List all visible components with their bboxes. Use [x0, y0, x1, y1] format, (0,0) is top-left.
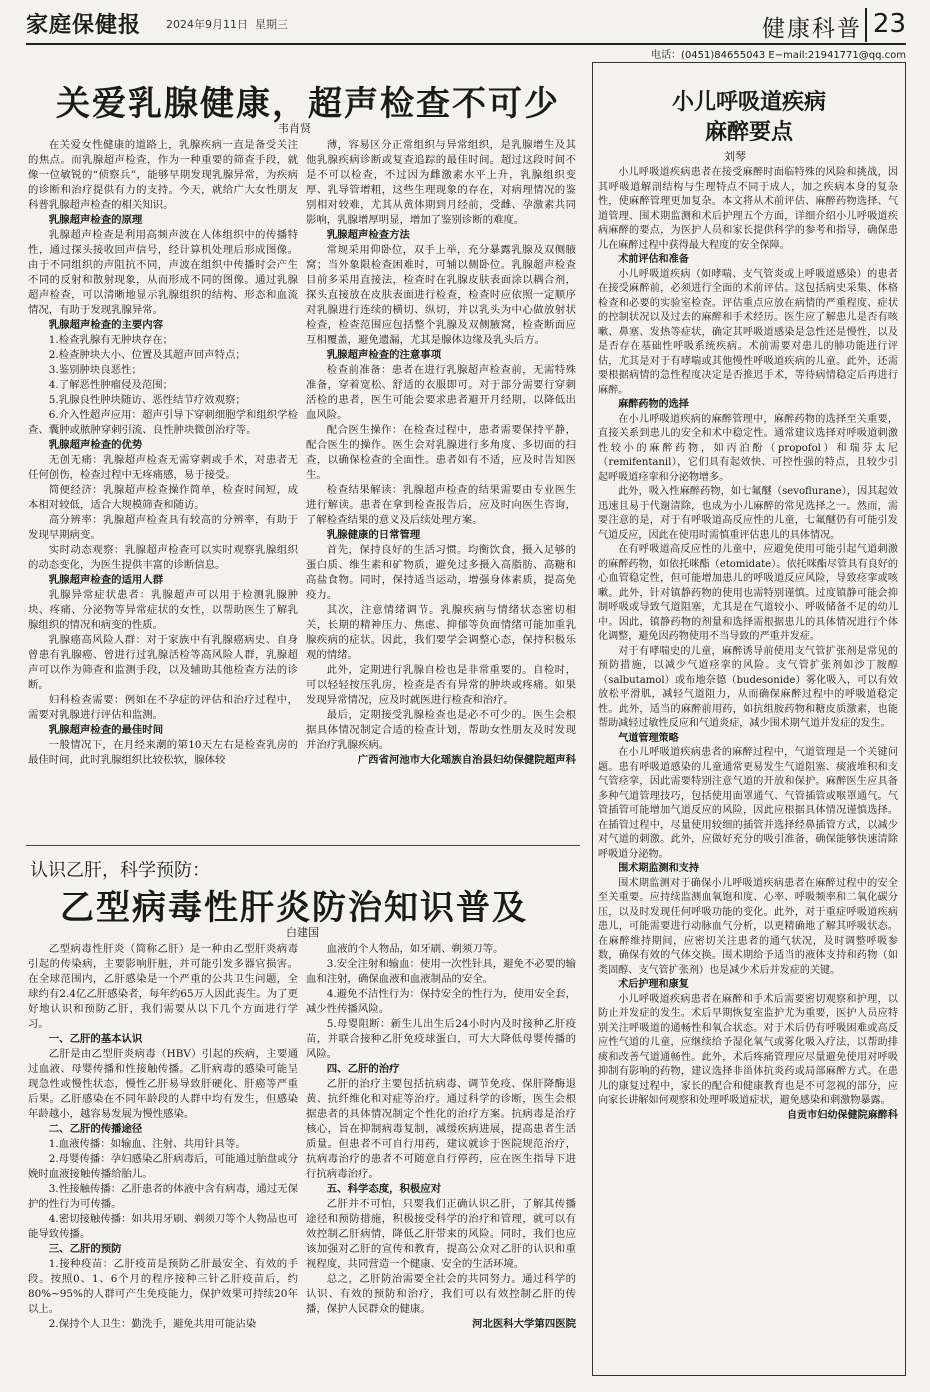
paragraph: 4.了解恶性肿瘤侵及范围；	[48, 379, 174, 391]
paragraph: 在小儿呼吸道疾病患者的麻醉过程中，气道管理是一个关键问题。患有呼吸道感染的儿童通常更易发生气道阻塞、痰液堆积和支气管痉挛，因此需要特别注意气道的开放和保护。麻醉医生应具备多种气道管理技巧，包括使用面罩通气、气管插管或喉罩通气。气管插管可能增加气道反应的风险，因此应根据具体情况谨慎选择。在插管过程中，尽量使用较细的插管并选择经鼻插管方式，以减少对气道的刺激。此外，应做好充分的吸引准备，确保能够快速清除呼吸道分泌物。	[598, 747, 898, 860]
paragraph: 3.安全注射和输血：使用一次性针具，避免不必要的输血和注射，确保血液和血液制品的安全。	[306, 958, 576, 985]
paragraph: 最后，定期接受乳腺检查也是必不可少的。医生会根据具体情况制定合适的检查计划，帮助女性朋友及时发现并治疗乳腺疾病。	[306, 709, 576, 751]
subheading: 乳腺超声检查的原理	[48, 214, 143, 226]
paragraph: 乙型病毒性肝炎（简称乙肝）是一种由乙型肝炎病毒引起的传染病，主要影响肝脏，并可能引发多器官损害。在全球范围内，乙肝感染是一个严重的公共卫生问题，全球约有2.4亿乙肝感染者，每年约65万人因此丧生。为了更好地认识和预防乙肝，我们需要从以下几个方面进行学习。	[28, 943, 298, 1030]
paragraph: 在有呼吸道高反应性的儿童中，应避免使用可能引起气道刺激的麻醉药物，如依托咪酯（etomidate）。依托咪酯尽管具有良好的心血管稳定性，但可能增加患儿的呼吸道反应风险，导致痉挛或咳嗽。此外，针对镇静药物的使用也需特别谨慎。过度镇静可能会抑制呼吸或导致气道阻塞，尤其是在气道较小、呼吸储备不足的幼儿中。因此，镇静药物的剂量和选择需根据患儿的具体情况进行个体化调整，避免因药物使用不当导致的严重并发症。	[598, 544, 898, 642]
subheading: 麻醉药物的选择	[618, 399, 689, 410]
article2-title: 乙型病毒性肝炎防治知识普及	[60, 888, 528, 928]
paragraph: 薄，容易区分正常组织与异常组织，是乳腺增生及其他乳腺疾病诊断或复查追踪的最佳时间。超过这段时间不是不可以检查，不过因为雌激素水平上升，乳腺组织变厚、乳导管增粗，这些生理现象的存在，对病理情况的鉴别相对较难，尤其从黄体期到月经前，受雌、孕激素共同影响，乳腺增厚明显，增加了鉴别诊断的难度。	[306, 139, 576, 226]
paragraph: 乙肝并不可怕，只要我们正确认识乙肝，了解其传播途径和预防措施，积极接受科学的治疗和管理，就可以有效控制乙肝病情，降低乙肝带来的风险。同时，我们也应该加强对乙肝的宣传和教育，提高公众对乙肝的认识和重视程度，共同营造一个健康、安全的生活环境。	[306, 1198, 576, 1270]
paragraph: 1.血液传播：如输血、注射、共用针具等。	[48, 1138, 246, 1150]
masthead	[26, 8, 906, 42]
section-name: 健康科普	[762, 16, 862, 42]
paragraph: 血液的个人物品，如牙刷、剃须刀等。	[326, 943, 504, 955]
author-affiliation: 河北医科大学第四医院	[472, 1318, 576, 1330]
paragraph: 6.介入性超声应用：超声引导下穿刺细胞学和组织学检查、囊肿或脓肿穿刺引流、良性肿块微创治疗等。	[28, 409, 298, 436]
subheading: 四、乙肝的治疗	[326, 1063, 400, 1075]
subheading: 乳腺超声检查的优势	[48, 439, 143, 451]
subheading: 乳腺健康的日常管理	[326, 529, 421, 541]
paragraph: 乳腺超声检查是利用高频声波在人体组织中的传播特性，通过探头接收回声信号，经计算机处理后形成图像。由于不同组织的声阻抗不同，声波在组织中传播时会产生不同的反射和散射现象，从而形成不同的图像。通过乳腺超声检查，可以清晰地显示乳腺组织的结构、形态和血流情况，有助于发现乳腺异常。	[28, 229, 298, 316]
masthead-rule	[26, 43, 906, 45]
paragraph: 此外，定期进行乳腺自检也是非常重要的。自检时，可以轻轻按压乳房，检查是否有异常的肿块或疼痛。如果发现异常情况，应及时就医进行检查和治疗。	[306, 664, 576, 706]
paragraph: 乳腺癌高风险人群：对于家族中有乳腺癌病史、自身曾患有乳腺癌、曾进行过乳腺活检等高风险人群，乳腺超声可以作为筛查和监测手段，以及辅助其他检查方法的诊断。	[28, 634, 298, 691]
paragraph: 5.乳腺良性肿块随访、恶性结节疗效观察；	[48, 394, 246, 406]
subheading: 乳腺超声检查的注意事项	[326, 349, 442, 361]
paragraph: 无创无痛：乳腺超声检查无需穿刺或手术，对患者无任何创伤，检查过程中无疼痛感，易于接受。	[28, 454, 298, 481]
article2-column-1	[28, 942, 298, 1382]
page-number: 23	[865, 8, 906, 42]
paragraph: 简便经济：乳腺超声检查操作简单，检查时间短，成本相对较低，适合大规模筛查和随访。	[28, 484, 298, 511]
paragraph: 妇科检查需要：例如在不孕症的评估和治疗过程中，需要对乳腺进行评估和监测。	[28, 694, 298, 721]
weekday: 星期三	[255, 18, 288, 31]
paragraph: 2.保持个人卫生：勤洗手，避免共用可能沾染	[48, 1318, 257, 1330]
article3-title: 小儿呼吸道疾病 麻醉要点	[671, 90, 826, 145]
paragraph: 4.密切接触传播：如共用牙刷、剃须刀等个人物品也可能导致传播。	[28, 1213, 298, 1240]
paragraph: 围术期监测对于确保小儿呼吸道疾病患者在麻醉过程中的安全至关重要。应持续监测血氧饱和度、心率、呼吸频率和二氧化碳分压，以及时发现任何呼吸功能的变化。此外，对于重症呼吸道疾病患儿，可能需要进行动脉血气分析，以更精确地了解其呼吸状态。在麻醉维持期间，应密切关注患者的通气状况，及时调整呼吸参数，确保有效的气体交换。围术期给予适当的液体支持和药物（如类固醇、支气管扩张剂）也是减少术后并发症的关键。	[598, 877, 898, 976]
paragraph: 3.鉴别肿块良恶性；	[48, 364, 142, 376]
paragraph: 乳腺异常症状患者：乳腺超声可以用于检测乳腺肿块、疼痛、分泌物等异常症状的女性，以帮助医生了解乳腺组织的情况和病变的性质。	[28, 589, 298, 631]
subheading: 五、科学态度，积极应对	[326, 1183, 442, 1195]
subheading: 乳腺超声检查的最佳时间	[48, 724, 164, 736]
paragraph: 在小儿呼吸道疾病的麻醉管理中，麻醉药物的选择至关重要，直接关系到患儿的安全和术中稳定性。通常建议选择对呼吸道刺激性较小的麻醉药物，如丙泊酚（propofol）和瑞芬太尼（remifentanil），它们具有起效快、可控性强的特点，且较少引起呼吸道痉挛和分泌物增多。	[598, 413, 898, 483]
paragraph: 5.母婴阻断：新生儿出生后24小时内及时接种乙肝疫苗，并联合接种乙肝免疫球蛋白，可大大降低母婴传播的风险。	[306, 1018, 576, 1060]
paragraph: 小儿呼吸道疾病（如哮喘、支气管炎或上呼吸道感染）的患者在接受麻醉前，必须进行全面的术前评估。这包括病史采集、体格检查和必要的实验室检查。评估重点应放在病情的严重程度、症状的控制状况以及过去的麻醉和手术经历。医生应了解患儿是否有咳嗽、鼻塞、发热等症状，确定其呼吸道感染是急性还是慢性，以及是否存在基础性呼吸系统疾病。术前需要对患儿的肺功能进行评估，尤其是对于有哮喘或其他慢性呼吸道疾病的儿童。此外，还需要根据病情的急性程度决定是否推迟手术，等待病情稳定后再进行麻醉。	[598, 268, 898, 396]
subheading: 围术期监测和支持	[618, 863, 699, 874]
paragraph: 高分辨率：乳腺超声检查具有较高的分辨率，有助于发现早期病变。	[28, 514, 298, 541]
paragraph: 实时动态观察：乳腺超声检查可以实时观察乳腺组织的动态变化，为医生提供丰富的诊断信息。	[28, 544, 298, 571]
article1-author: 韦肖贤	[278, 122, 311, 135]
paper-name: 家庭保健报	[26, 13, 142, 38]
subheading: 乳腺超声检查方法	[326, 229, 410, 241]
paragraph: 小儿呼吸道疾病患者在麻醉和手术后需要密切观察和护理，以防止并发症的发生。术后早期恢复室监护尤为重要，医护人员应特别关注呼吸道的通畅性和氧合状态。对于术后仍有呼吸困难或高反应性气道的儿童，应继续给予湿化氧气或雾化吸入疗法，以帮助排痰和改善气道通畅性。此外，术后疼痛管理应尽量避免使用对呼吸抑制有影响的药物，建议选择非甾体抗炎药或局部麻醉方式。在患儿的康复过程中，家长的配合和健康教育也是不可忽视的部分，应向家长讲解如何观察和处理呼吸道症状，避免感染和刺激物暴露。	[598, 993, 898, 1106]
article2-column-2	[306, 942, 576, 1382]
subheading: 一、乙肝的基本认识	[48, 1033, 143, 1045]
contact-line: 电话：(0451)84655043 E−mail:21941771@qq.com	[651, 50, 906, 61]
paragraph: 在关爱女性健康的道路上，乳腺疾病一直是备受关注的焦点。而乳腺超声检查，作为一种重要的筛查手段，就像一位敏锐的“侦察兵”，能够早期发现乳腺异常，为疾病的诊断和治疗提供有力的支持。今天，就给广大女性朋友科普乳腺超声检查的相关知识。	[28, 139, 298, 211]
paragraph: 配合医生操作：在检查过程中，患者需要保持平静，配合医生的操作。医生会对乳腺进行多角度、多切面的扫查，以确保检查的全面性。患者如有不适，应及时告知医生。	[306, 424, 576, 481]
section-divider	[26, 845, 580, 846]
subheading: 术前评估和准备	[618, 254, 689, 265]
paragraph: 常规采用仰卧位，双手上举，充分暴露乳腺及双侧腋窝；当外象限检查困难时，可辅以侧卧位。乳腺超声检查目前多采用直接法，检查时在乳腺皮肤表面涂以耦合剂，探头直接放在皮肤表面进行检查，检查时应依照一定顺序对乳腺进行连续的横切、纵切，并以乳头为中心做放射状检查，检查范围应包括整个乳腺及双侧腋窝，检查断面应互相覆盖，避免遗漏，尤其是腺体边缘及乳头后方。	[306, 244, 576, 346]
issue-date: 2024年9月11日 星期三	[166, 18, 288, 31]
paragraph: 其次，注意情绪调节。乳腺疾病与情绪状态密切相关，长期的精神压力、焦虑、抑郁等负面情绪可能加重乳腺疾病的症状。因此，我们要学会调整心态，保持积极乐观的情绪。	[306, 604, 576, 661]
paragraph: 1.检查乳腺有无肿块存在；	[48, 334, 174, 346]
article1-column-2	[306, 138, 576, 842]
author-affiliation: 广西省河池市大化瑶族自治县妇幼保健院超声科	[357, 754, 576, 766]
paragraph: 2.检查肿块大小、位置及其超声回声特点；	[48, 349, 246, 361]
subheading: 气道管理策略	[618, 732, 679, 744]
subheading: 二、乙肝的传播途径	[48, 1123, 143, 1135]
paragraph: 首先，保持良好的生活习惯。均衡饮食，摄入足够的蛋白质、维生素和矿物质，避免过多摄入高脂肪、高糖和高盐食物。同时，保持适当运动，增强身体素质，提高免疫力。	[306, 544, 576, 601]
article2-kicker: 认识乙肝，科学预防：	[30, 860, 210, 881]
article1-column-1	[28, 138, 298, 842]
paragraph: 乙肝是由乙型肝炎病毒（HBV）引起的疾病，主要通过血液、母婴传播和性接触传播。乙肝病毒的感染可能呈现急性或慢性状态，慢性乙肝易导致肝硬化、肝癌等严重后果。乙肝感染在不同年龄段的人群中均有发生，但感染年龄越小，越容易发展为慢性感染。	[28, 1048, 298, 1120]
paragraph: 对于有哮喘史的儿童，麻醉诱导前使用支气管扩张剂是常见的预防措施，以减少气道痉挛的风险。支气管扩张剂如沙丁胺醇（salbutamol）或布地奈德（budesonide）雾化吸入，可以有效放松平滑肌，减轻气道阻力，从而确保麻醉过程中的呼吸道稳定性。此外，适当的麻醉前用药，如抗组胺药物和糖皮质激素，也能帮助减轻过敏性反应和气道炎症，减少围术期气道并发症的发生。	[598, 645, 898, 729]
paragraph: 检查结果解读：乳腺超声检查的结果需要由专业医生进行解读。患者在拿到检查报告后，应及时向医生咨询，了解检查结果的意义及后续处理方案。	[306, 484, 576, 526]
paragraph: 一般情况下，在月经来潮的第10天左右是检查乳房的最佳时间，此时乳腺组织比较松软，腺体较	[28, 739, 298, 766]
paragraph: 总之，乙肝防治需要全社会的共同努力。通过科学的认识、有效的预防和治疗，我们可以有效控制乙肝的传播，保护人民群众的健康。	[306, 1273, 576, 1315]
paragraph: 小儿呼吸道疾病患者在接受麻醉时面临特殊的风险和挑战，因其呼吸道解剖结构与生理特点不同于成人，加之疾病本身的复杂性，使麻醉管理更加复杂。本文将从术前评估、麻醉药物选择、气道管理、围术期监测和术后护理五个方面，详细介绍小儿呼吸道疾病麻醉的要点，为医护人员和家长提供科学的参考和指导，确保患儿在麻醉过程中获得最大程度的安全保障。	[598, 167, 898, 251]
paragraph: 4.避免不洁性行为：保持安全的性行为，使用安全套，减少性传播风险。	[306, 988, 576, 1015]
subheading: 三、乙肝的预防	[48, 1243, 122, 1255]
article3-column	[598, 166, 898, 1368]
article3-author: 刘琴	[724, 150, 746, 163]
paragraph: 2.母婴传播：孕妇感染乙肝病毒后，可能通过胎盘或分娩时血液接触传播给胎儿。	[28, 1153, 298, 1180]
subheading: 乳腺超声检查的主要内容	[48, 319, 164, 331]
article1-title: 关爱乳腺健康，超声检查不可少	[56, 84, 560, 124]
article2-author: 白建国	[286, 926, 319, 939]
paragraph: 检查前准备：患者在进行乳腺超声检查前，无需特殊准备，穿着宽松、舒适的衣服即可。对于部分需要行穿刺活检的患者，医生可能会要求患者避开月经期，以降低出血风险。	[306, 364, 576, 421]
subheading: 乳腺超声检查的适用人群	[48, 574, 164, 586]
subheading: 术后护理和康复	[618, 979, 689, 990]
author-affiliation: 自贡市妇幼保健院麻醉科	[786, 1109, 898, 1121]
paragraph: 此外，吸入性麻醉药物，如七氟醚（sevoflurane），因其起效迅速且易于代谢清除，也成为小儿麻醉的常见选择之一。然而，需要注意的是，对于有呼吸道高反应性的儿童，七氟醚仍有可能引发气道反应，因此在使用时需慎重评估患儿的具体情况。	[598, 486, 898, 541]
paragraph: 乙肝的治疗主要包括抗病毒、调节免疫、保肝降酶退黄、抗纤维化和对症等治疗。通过科学的诊断，医生会根据患者的具体情况制定个性化的治疗方案。抗病毒是治疗核心，旨在抑制病毒复制，减缓疾病进展，提高患者生活质量。但患者不可自行用药，建议就诊于医院规范治疗，抗病毒治疗的患者不可随意自行停药，应在医生指导下进行抗病毒治疗。	[306, 1078, 576, 1180]
paragraph: 1.接种疫苗：乙肝疫苗是预防乙肝最安全、有效的手段。按照0、1、6个月的程序接种三针乙肝疫苗后，约80%~95%的人群可产生免疫能力，保护效果可持续20年以上。	[28, 1258, 298, 1315]
paragraph: 3.性接触传播：乙肝患者的体液中含有病毒，通过无保护的性行为可传播。	[28, 1183, 298, 1210]
